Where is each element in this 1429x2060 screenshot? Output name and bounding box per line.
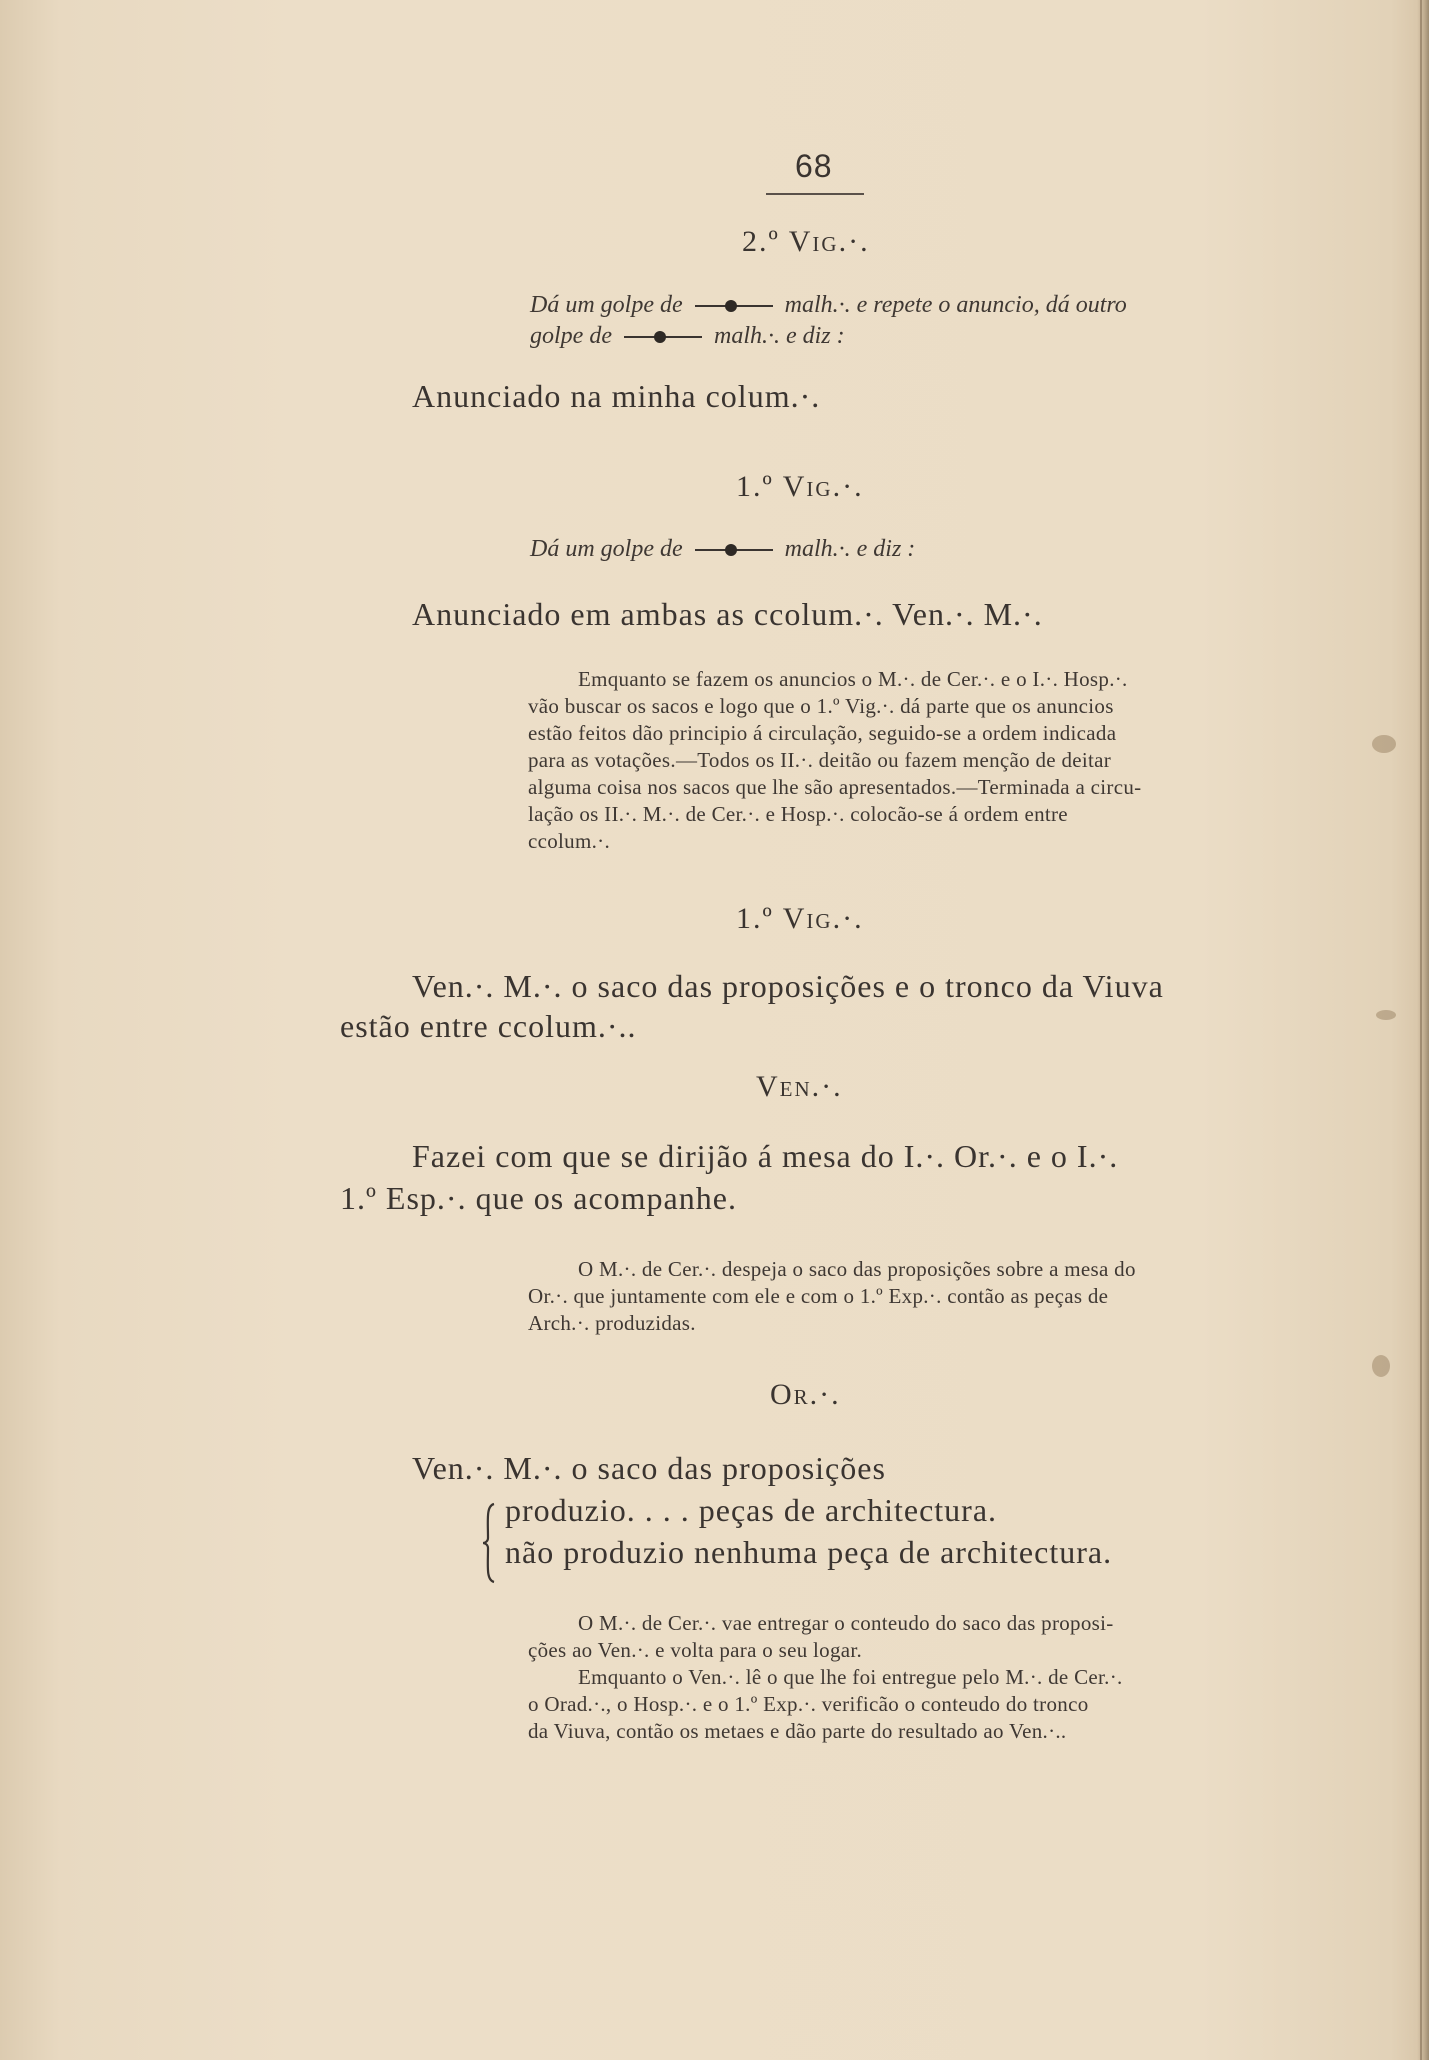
stage-direction-2 bbox=[530, 536, 915, 563]
speech-line: não produzio nenhuma peça de architectura. bbox=[505, 1534, 1113, 1570]
rubric-note-2 bbox=[528, 1256, 1136, 1337]
speech-line: Fazei com que se dirijão á mesa do I.·. Or.·. e o I.·. bbox=[412, 1138, 1119, 1174]
rubric-line: ções ao Ven.·. e volta para o seu logar. bbox=[528, 1638, 863, 1662]
rubric-line: o Orad.·., o Hosp.·. e o 1.º Exp.·. verificão o conteudo do tronco bbox=[528, 1692, 1089, 1716]
speech-line: Anunciado em ambas as ccolum.·. Ven.·. M.·. bbox=[412, 596, 1043, 632]
stage-direction-text: Dá um golpe de bbox=[530, 536, 683, 562]
stage-direction-text: Dá um golpe de bbox=[530, 292, 683, 318]
rubric-line: lação os II.·. M.·. de Cer.·. e Hosp.·. colocão-se á ordem entre bbox=[528, 802, 1068, 826]
speaker-heading-vig1: 1.º Vig.·. bbox=[736, 902, 864, 935]
rubric-line: O M.·. de Cer.·. vae entregar o conteudo do saco das proposi- bbox=[578, 1611, 1114, 1635]
speech-line: estão entre ccolum.·.. bbox=[340, 1008, 637, 1044]
rubric-line: Arch.·. produzidas. bbox=[528, 1311, 696, 1335]
page-number: 68 bbox=[795, 148, 833, 184]
rubric-line: estão feitos dão principio á circulação, seguido-se a ordem indicada bbox=[528, 721, 1117, 745]
page-number-rule bbox=[766, 193, 864, 195]
stage-direction-text: malh.·. e repete o anuncio, dá outro bbox=[784, 292, 1127, 318]
speaker-heading-ven: Ven.·. bbox=[756, 1070, 843, 1103]
stage-direction-text: golpe de bbox=[530, 323, 612, 349]
speech-line: 1.º Esp.·. que os acompanhe. bbox=[340, 1180, 737, 1216]
stain-mark bbox=[1376, 1010, 1396, 1020]
rubric-line: alguma coisa nos sacos que lhe são apresentados.—Terminada a circu- bbox=[528, 775, 1142, 799]
page-edge-shadow bbox=[1417, 0, 1429, 2060]
stain-mark bbox=[1372, 735, 1396, 753]
speaker-heading-or: Or.·. bbox=[770, 1378, 841, 1411]
stage-direction-text: malh.·. e diz : bbox=[784, 536, 916, 562]
speaker-heading-vig1: 1.º Vig.·. bbox=[736, 470, 864, 503]
rubric-note-1 bbox=[528, 666, 1141, 855]
speech-line: Ven.·. M.·. o saco das proposições bbox=[412, 1450, 886, 1486]
rubric-line: Emquanto o Ven.·. lê o que lhe foi entregue pelo M.·. de Cer.·. bbox=[578, 1665, 1123, 1689]
rubric-note-3 bbox=[528, 1610, 1123, 1745]
rubric-line: Emquanto se fazem os anuncios o M.·. de Cer.·. e o I.·. Hosp.·. bbox=[578, 667, 1128, 691]
stain-mark bbox=[1372, 1355, 1390, 1377]
stage-direction-text: malh.·. e diz : bbox=[713, 323, 845, 349]
stage-direction-1b bbox=[530, 323, 845, 350]
mallet-stroke-icon bbox=[624, 330, 702, 344]
rubric-line: vão buscar os sacos e logo que o 1.º Vig.·. dá parte que os anuncios bbox=[528, 694, 1114, 718]
stage-direction-1 bbox=[530, 292, 1127, 319]
rubric-line: da Viuva, contão os metaes e dão parte do resultado ao Ven.·.. bbox=[528, 1719, 1067, 1743]
speaker-heading-vig2: 2.º Vig.·. bbox=[742, 225, 870, 258]
speech-line: produzio. . . . peças de architectura. bbox=[505, 1492, 998, 1528]
curly-bracket bbox=[482, 1502, 496, 1584]
mallet-stroke-icon bbox=[695, 299, 773, 313]
rubric-line: ccolum.·. bbox=[528, 829, 611, 853]
speech-line: Ven.·. M.·. o saco das proposições e o tronco da Viuva bbox=[412, 968, 1164, 1004]
rubric-line: para as votações.—Todos os II.·. deitão ou fazem menção de deitar bbox=[528, 748, 1112, 772]
rubric-line: Or.·. que juntamente com ele e com o 1.º Exp.·. contão as peças de bbox=[528, 1284, 1109, 1308]
speech-line: Anunciado na minha colum.·. bbox=[412, 378, 821, 414]
mallet-stroke-icon bbox=[695, 543, 773, 557]
rubric-line: O M.·. de Cer.·. despeja o saco das proposições sobre a mesa do bbox=[578, 1257, 1136, 1281]
